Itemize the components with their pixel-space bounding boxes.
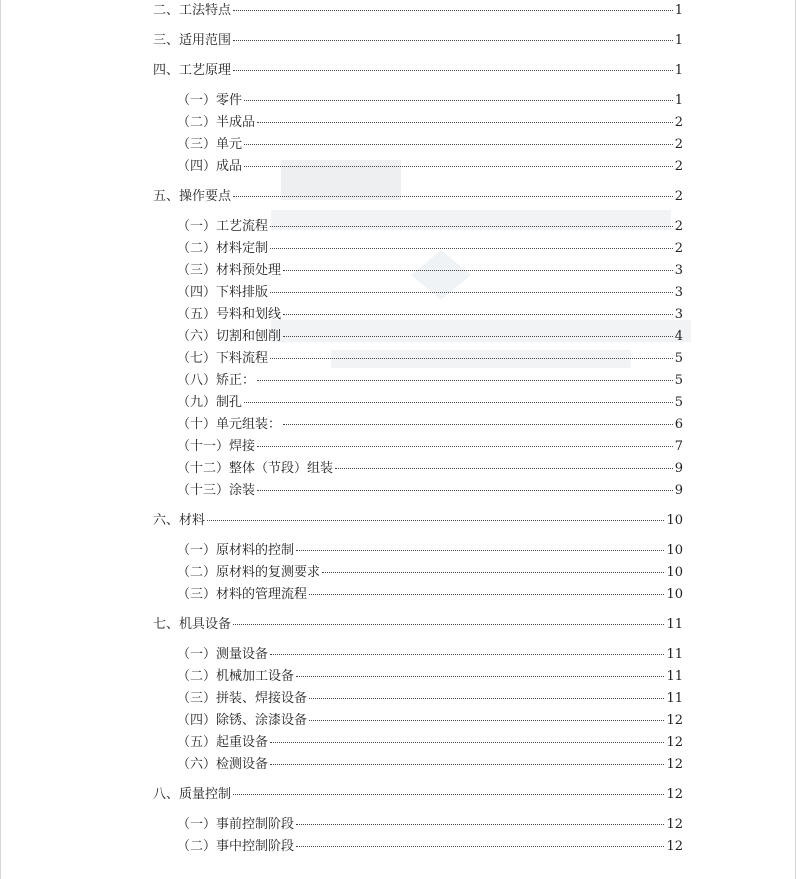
toc-entry[interactable] [177,217,683,237]
toc-entry-label: （五）号料和划线 [177,307,282,322]
toc-entry-label: 七、机具设备 [153,617,232,632]
toc-page-number: 2 [674,137,683,152]
toc-page-number: 12 [666,735,683,750]
toc-leader-dots [270,292,673,293]
toc-leader-dots [257,490,673,491]
toc-entry-label: 二、工法特点 [153,3,232,18]
toc-page-number: 12 [666,817,683,832]
toc-entry-label: （十一）焊接 [177,439,256,454]
toc-page-number: 5 [674,351,683,366]
toc-entry-label: （十二）整体（节段）组装 [177,461,334,476]
toc-entry[interactable] [177,733,683,753]
toc-leader-dots [309,594,664,595]
toc-entry[interactable] [177,459,683,479]
toc-page-number: 10 [666,587,683,602]
toc-entry[interactable] [177,283,683,303]
toc-leader-dots [322,572,664,573]
toc-entry[interactable] [153,187,683,207]
toc-leader-dots [244,100,673,101]
toc-page-number: 5 [674,373,683,388]
toc-entry-label: （六）检测设备 [177,757,269,772]
toc-page-number: 4 [674,329,683,344]
toc-entry[interactable] [153,511,683,531]
toc-entry[interactable] [177,113,683,133]
toc-entry-label: （三）单元 [177,137,243,152]
toc-entry[interactable] [177,327,683,347]
toc-entry-label: （四）成品 [177,159,243,174]
toc-page-number: 2 [674,241,683,256]
toc-entry-label: （一）原材料的控制 [177,543,295,558]
toc-leader-dots [244,166,673,167]
toc-leader-dots [233,624,664,625]
toc-page-number: 11 [666,647,683,662]
toc-entry-label: （九）制孔 [177,395,243,410]
toc-leader-dots [233,70,673,71]
toc-entry[interactable] [177,815,683,835]
toc-leader-dots [270,226,673,227]
toc-entry-label: 六、材料 [153,513,206,528]
toc-leader-dots [309,698,664,699]
toc-entry[interactable] [177,689,683,709]
toc-entry[interactable] [153,615,683,635]
toc-page-number: 2 [674,219,683,234]
toc-entry[interactable] [177,563,683,583]
toc-leader-dots [296,676,664,677]
toc-page-number: 1 [674,33,683,48]
toc-entry[interactable] [177,437,683,457]
toc-entry-label: （四）下料排版 [177,285,269,300]
toc-page-number: 1 [674,63,683,78]
toc-entry[interactable] [177,371,683,391]
toc-leader-dots [283,270,673,271]
toc-entry-label: （三）拼装、焊接设备 [177,691,308,706]
toc-leader-dots [296,550,664,551]
toc-leader-dots [257,446,673,447]
toc-entry-label: （六）切割和刨削 [177,329,282,344]
toc-entry[interactable] [177,135,683,155]
toc-entry[interactable] [177,481,683,501]
toc-leader-dots [270,764,664,765]
toc-entry-label: （三）材料的管理流程 [177,587,308,602]
toc-page-number: 10 [666,513,683,528]
toc-entry-label: 五、操作要点 [153,189,232,204]
toc-leader-dots [233,196,673,197]
toc-entry[interactable] [177,711,683,731]
toc-entry[interactable] [177,415,683,435]
toc-entry-label: （二）材料定制 [177,241,269,256]
toc-page-number: 2 [674,115,683,130]
toc-page-number: 11 [666,617,683,632]
toc-leader-dots [207,520,664,521]
toc-entry-label: （二）事中控制阶段 [177,839,295,854]
toc-entry[interactable] [177,755,683,775]
toc-entry-label: （二）半成品 [177,115,256,130]
toc-page-number: 5 [674,395,683,410]
toc-entry-label: （十）单元组装： [177,417,282,432]
toc-page-number: 12 [666,787,683,802]
toc-page-number: 11 [666,691,683,706]
toc-page-number: 11 [666,669,683,684]
toc-entry-label: （七）下料流程 [177,351,269,366]
toc-leader-dots [270,358,673,359]
toc-leader-dots [283,336,673,337]
toc-entry[interactable] [177,305,683,325]
toc-entry[interactable] [177,349,683,369]
toc-page-number: 3 [674,285,683,300]
toc-entry[interactable] [177,645,683,665]
toc-leader-dots [233,40,673,41]
toc-entry[interactable] [153,31,683,51]
toc-entry-label: （十三）涂装 [177,483,256,498]
toc-entry[interactable] [177,585,683,605]
toc-entry[interactable] [177,239,683,259]
toc-page-number: 3 [674,307,683,322]
toc-leader-dots [283,424,673,425]
toc-leader-dots [296,846,664,847]
toc-page-number: 10 [666,565,683,580]
toc-entry-label: （二）机械加工设备 [177,669,295,684]
toc-page-number: 2 [674,189,683,204]
toc-page-number: 2 [674,159,683,174]
toc-leader-dots [233,794,664,795]
toc-page-number: 9 [674,461,683,476]
toc-leader-dots [270,654,664,655]
toc-page-number: 12 [666,757,683,772]
toc-page-number: 12 [666,713,683,728]
toc-entry-label: （四）除锈、涂漆设备 [177,713,308,728]
toc-entry-label: （一）事前控制阶段 [177,817,295,832]
toc-leader-dots [270,248,673,249]
toc-leader-dots [257,122,673,123]
toc-leader-dots [296,824,664,825]
toc-entry-label: （一）工艺流程 [177,219,269,234]
toc-leader-dots [283,314,673,315]
toc-entry[interactable] [177,541,683,561]
toc-page-number: 3 [674,263,683,278]
toc-leader-dots [309,720,664,721]
toc-entry[interactable] [177,261,683,281]
toc-entry-label: （八）矫正： [177,373,256,388]
toc-entry-label: （一）零件 [177,93,243,108]
toc-entry-label: （三）材料预处理 [177,263,282,278]
toc-page-number: 10 [666,543,683,558]
toc-entry[interactable] [177,91,683,111]
toc-leader-dots [335,468,673,469]
toc-page-number: 9 [674,483,683,498]
toc-entry[interactable] [177,667,683,687]
toc-entry[interactable] [153,1,683,21]
toc-page-number: 1 [674,3,683,18]
toc-leader-dots [270,742,664,743]
toc-entry-label: （一）测量设备 [177,647,269,662]
toc-entry-label: 三、适用范围 [153,33,232,48]
toc-entry[interactable] [177,393,683,413]
toc-page-number: 6 [674,417,683,432]
toc-entry[interactable] [153,785,683,805]
toc-entry[interactable] [177,157,683,177]
toc-page-number: 12 [666,839,683,854]
toc-leader-dots [257,380,673,381]
toc-entry-label: 四、工艺原理 [153,63,232,78]
toc-leader-dots [244,144,673,145]
toc-entry-label: 八、质量控制 [153,787,232,802]
toc-page-number: 7 [674,439,683,454]
toc-leader-dots [244,402,673,403]
toc-leader-dots [233,10,673,11]
toc-page-number: 1 [674,93,683,108]
toc-entry[interactable] [177,837,683,857]
toc-entry-label: （二）原材料的复测要求 [177,565,321,580]
toc-entry-label: （五）起重设备 [177,735,269,750]
toc-entry[interactable] [153,61,683,81]
